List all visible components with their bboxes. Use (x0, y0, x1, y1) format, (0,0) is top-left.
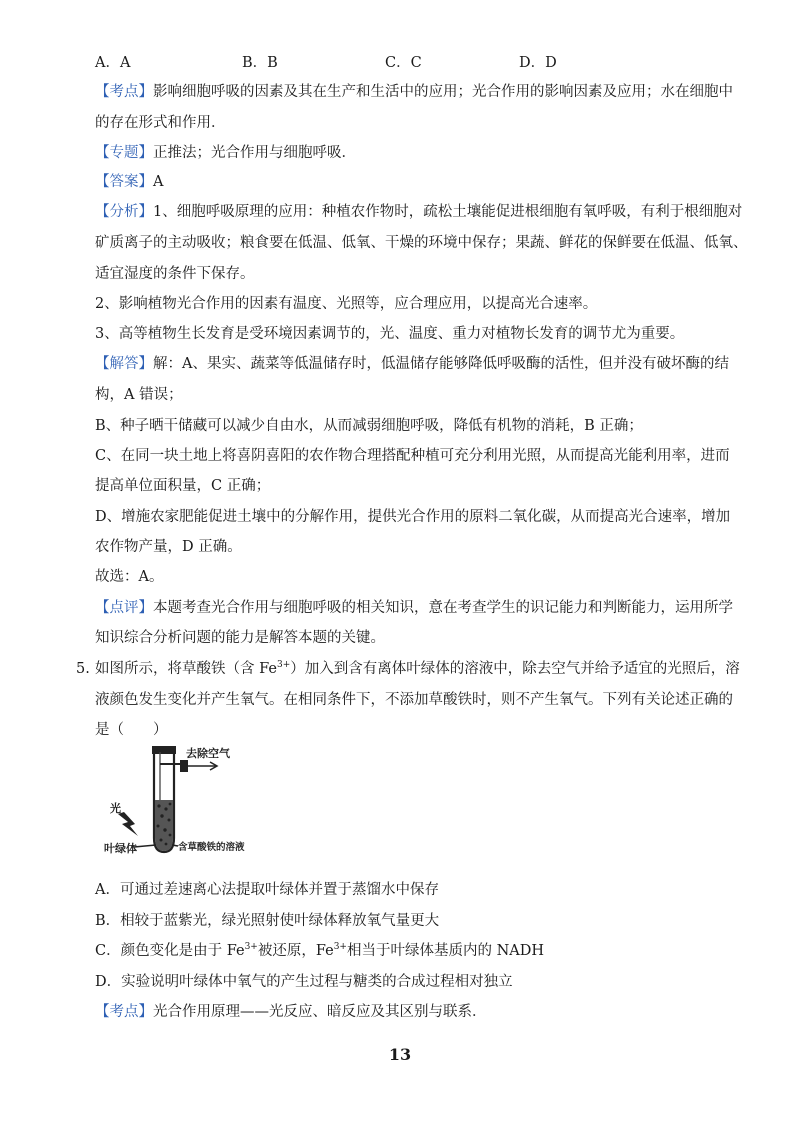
q5-stem-1: 如图所示，将草酸铁（含 $Fe^{3+}$）加入到含有离体叶绿体的溶液中，除去空气并给予适宜的光照后，溶 (95, 660, 740, 677)
q4-solution-8: 故选：A。 (95, 569, 164, 585)
page-number: 13 (388, 1045, 412, 1064)
q4-answer: 【答案】A (95, 174, 164, 190)
option-c: C．C (385, 55, 422, 71)
label-solution: 含草酸铁的溶液 (178, 842, 245, 853)
label-chloroplast: 叶绿体 (104, 842, 137, 855)
kaodian-tag: 【考点】 (95, 84, 153, 100)
option-b: B．B (242, 55, 278, 71)
q5-option-c: C．颜色变化是由于 $Fe^{3+}$被还原，$Fe^{3+}$相当于叶绿体基质内的 NADH (95, 942, 545, 959)
tube-stopper (152, 746, 176, 754)
label-remove-air: 去除空气 (186, 747, 230, 760)
solution-tag: 【解答】 (95, 356, 153, 372)
q4-solution-5: 提高单位面积量，C 正确； (95, 478, 271, 494)
answer-tag: 【答案】 (95, 174, 153, 190)
q4-solution-6: D、增施农家肥能促进土壤中的分解作用，提供光合作用的原料二氧化碳，从而提高光合速率，增加 (95, 509, 731, 525)
label-light: 光 (110, 802, 121, 815)
option-d: D．D (519, 55, 557, 71)
comment-tag: 【点评】 (95, 600, 153, 616)
q4-solution-4: C、在同一块土地上将喜阴喜阳的农作物合理搭配种植可充分利用光照，从而提高光能利用率，进而 (95, 448, 730, 464)
q4-analysis-3: 适宜湿度的条件下保存。 (95, 266, 255, 282)
kaodian-tag: 【考点】 (95, 1004, 153, 1020)
q4-analysis-4: 2、影响植物光合作用的因素有温度、光照等，应合理应用，以提高光合速率。 (95, 296, 598, 312)
previous-question-options (95, 53, 557, 73)
q4-kaodian: 【考点】影响细胞呼吸的因素及其在生产和生活中的应用；光合作用的影响因素及应用；水在细胞中 (95, 84, 733, 100)
q4-solution-3: B、种子晒干储藏可以减少自由水，从而减弱细胞呼吸，降低有机物的消耗，B 正确； (95, 418, 643, 434)
q5-option-d: D．实验说明叶绿体中氧气的产生过程与糖类的合成过程相对独立 (95, 974, 513, 990)
q5-stem-2: 液颜色发生变化并产生氧气。在相同条件下，不添加草酸铁时，则不产生氧气。下列有关论述正确的 (95, 692, 733, 708)
q4-solution-2: 构，A 错误； (95, 387, 183, 403)
q5-option-b: B．相较于蓝紫光，绿光照射使叶绿体释放氧气量更大 (95, 913, 440, 929)
zhuanti-tag: 【专题】 (95, 145, 153, 161)
q4-analysis-5: 3、高等植物生长发育是受环境因素调节的，光、温度、重力对植物长发育的调节尤为重要。 (95, 326, 685, 342)
light-bolt-icon (118, 812, 138, 836)
q5-kaodian: 【考点】光合作用原理——光反应、暗反应及其区别与联系． (95, 1004, 487, 1020)
q4-zhuanti: 【专题】正推法；光合作用与细胞呼吸． (95, 145, 356, 161)
q4-comment-2: 知识综合分析问题的能力是解答本题的关键。 (95, 630, 385, 646)
q4-solution-1: 【解答】解：A、果实、蔬菜等低温储存时，低温储存能够降低呼吸酶的活性，但并没有破坏酶的结 (95, 356, 729, 372)
q4-analysis-1: 【分析】1、细胞呼吸原理的应用：种植农作物时，疏松土壤能促进根细胞有氧呼吸，有利于根细胞对 (95, 204, 743, 220)
q5-number: 5. (76, 661, 90, 677)
q5-stem-3: 是（ ） (95, 722, 168, 738)
q4-solution-7: 农作物产量，D 正确。 (95, 539, 242, 555)
q4-analysis-2: 矿质离子的主动吸收；粮食要在低温、低氧、干燥的环境中保存；果蔬、鲜花的保鲜要在低温、低氧、 (95, 235, 748, 251)
valve (180, 760, 188, 772)
option-a: A．A (95, 55, 131, 71)
q4-comment-1: 【点评】本题考查光合作用与细胞呼吸的相关知识，意在考查学生的识记能力和判断能力，运用所学 (95, 600, 733, 616)
q5-option-a: A．可通过差速离心法提取叶绿体并置于蒸馏水中保存 (95, 882, 439, 898)
q4-kaodian-cont: 的存在形式和作用． (95, 115, 226, 131)
experiment-figure (104, 742, 254, 862)
analysis-tag: 【分析】 (95, 204, 153, 220)
